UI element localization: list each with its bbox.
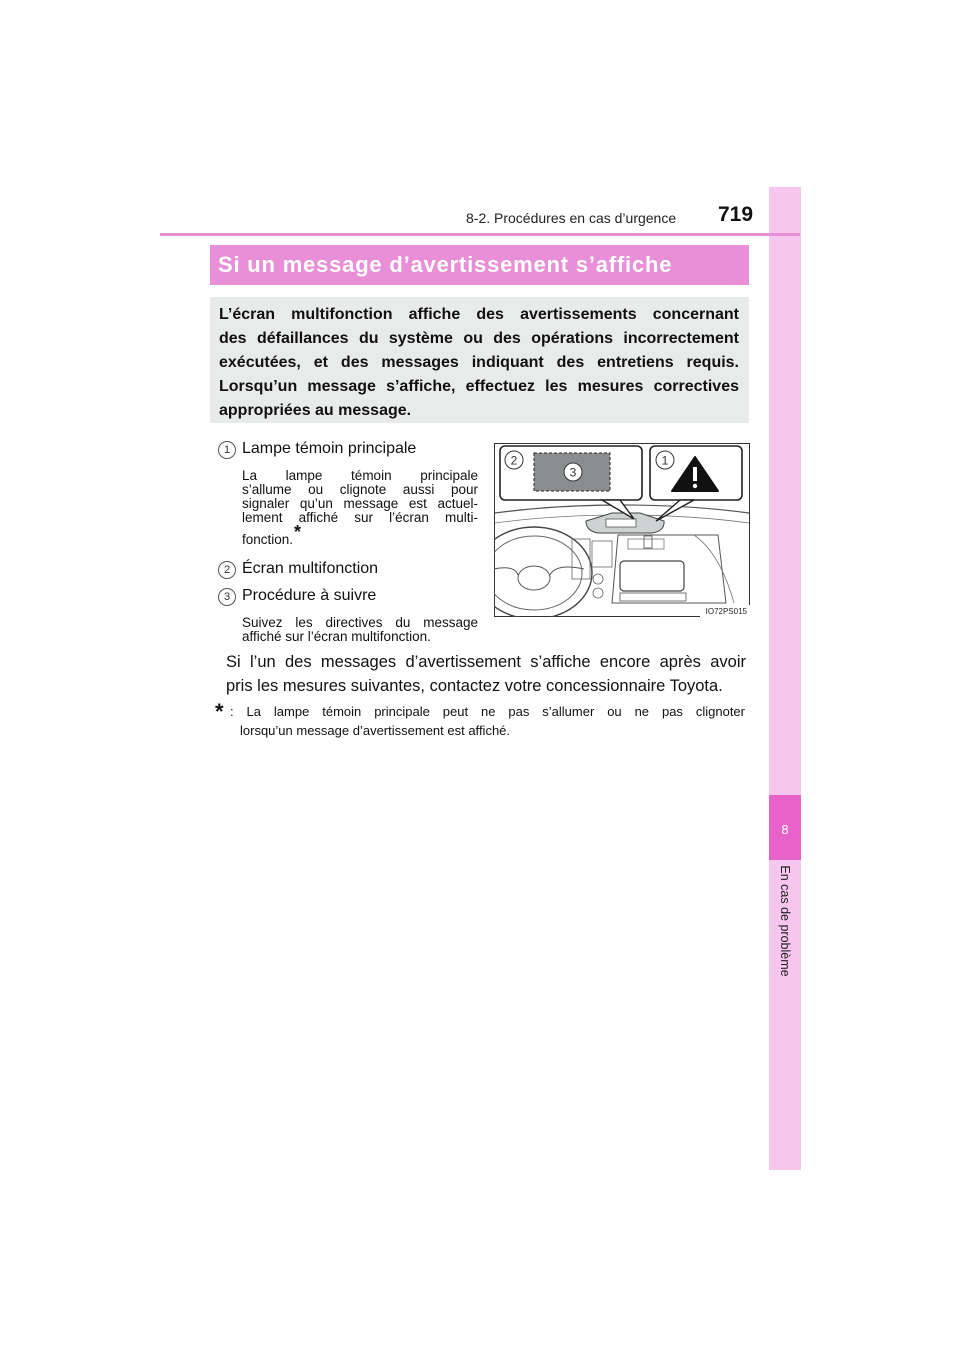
- intro-line: des défaillances du système ou des opérations incorrectement: [219, 330, 739, 347]
- item-description: [242, 616, 478, 644]
- intro-line: L’écran multifonction affiche des avertissements concernant: [219, 306, 739, 323]
- chapter-number: 8: [781, 822, 789, 837]
- callout-3-label: 3: [569, 465, 577, 480]
- footnote-line: lorsqu’un message d’avertissement est affiché.: [240, 723, 511, 738]
- item-number-badge: 3: [218, 588, 236, 606]
- item-number-badge: 2: [218, 561, 236, 579]
- item-description-text: fonction.: [242, 532, 294, 547]
- item-title: Écran multifonction: [242, 560, 379, 577]
- intro-line: Lorsqu’un message s’affiche, effectuez les mesures correctives: [219, 378, 739, 395]
- footnote-marker: *: [215, 699, 224, 724]
- item-description-line: Suivez les directives du message: [242, 615, 478, 630]
- item-description-line: affiché sur l’écran multifonction.: [242, 629, 431, 644]
- intro-line: appropriées au message.: [219, 402, 412, 419]
- item-description-line: s’allume ou clignote aussi pour: [242, 482, 478, 497]
- footnote-line: : La lampe témoin principale peut ne pas s’allumer ou ne pas clignoter: [230, 704, 745, 719]
- callout-1-label: 1: [661, 453, 669, 468]
- item-description: [242, 468, 478, 547]
- item-number-badge: 1: [218, 441, 236, 459]
- paragraph-line: Si l’un des messages d’avertissement s’affiche encore après avoir: [226, 653, 746, 671]
- header-rule: [160, 233, 800, 236]
- intro-line: exécutées, et des messages indiquant des entretiens requis.: [219, 354, 739, 371]
- paragraph-line: pris les mesures suivantes, contactez votre concessionnaire Toyota.: [226, 677, 723, 695]
- item-description-line: signaler qu’un message est actuel-: [242, 496, 478, 511]
- item-title: Procédure à suivre: [242, 587, 377, 604]
- section-label: 8-2. Procédures en cas d’urgence: [466, 210, 677, 226]
- intro-box: [210, 297, 749, 423]
- item-title: Lampe témoin principale: [242, 440, 417, 457]
- page-number: 719: [718, 203, 754, 226]
- body-paragraph: [226, 650, 746, 698]
- chapter-side-tab: [769, 187, 801, 1170]
- callout-2-label: 2: [510, 453, 518, 468]
- item-description-line: lement affiché sur l’écran multi-: [242, 510, 478, 525]
- footnote-marker: *: [294, 522, 302, 542]
- chapter-title: En cas de problème: [778, 865, 792, 977]
- footnote: [230, 702, 745, 740]
- item-description-line: La lampe témoin principale: [242, 468, 478, 483]
- item-description-line: [242, 522, 478, 547]
- page-title: Si un message d’avertissement s’affiche: [210, 245, 749, 285]
- dashboard-illustration: [494, 443, 750, 617]
- figure-code: IO72PS015: [705, 607, 747, 616]
